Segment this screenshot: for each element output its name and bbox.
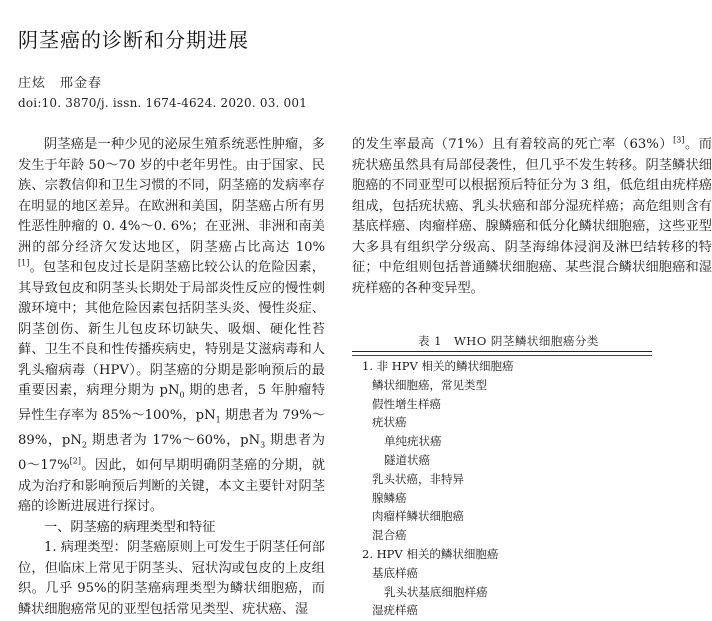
table-row: 1. 非 HPV 相关的鳞状细胞癌 bbox=[362, 359, 514, 373]
citation-1: [1] bbox=[18, 258, 30, 268]
table-row: 肉瘤样鳞状细胞癌 bbox=[372, 509, 464, 524]
citation-2: [2] bbox=[69, 457, 81, 467]
left-column bbox=[18, 135, 325, 620]
table-row: 隧道状癌 bbox=[384, 452, 430, 467]
pathology-paragraph: 1. 病理类型：阴茎癌原则上可发生于阴茎任何部位，但临床上常见于阴茎头、冠状沟或包皮的上皮组织。几乎 95%的阴茎癌病理类型为鳞状细胞癌，而鳞状细胞癌常见的亚型包括常见类型、疣状癌、湿 bbox=[18, 540, 325, 617]
article-title: 阴茎癌的诊断和分期进展 bbox=[18, 28, 249, 52]
table-row: 疣状癌 bbox=[372, 415, 407, 430]
table-header-rule bbox=[352, 355, 652, 356]
citation-3: [3] bbox=[673, 135, 685, 145]
table-row: 单纯疣状癌 bbox=[384, 434, 442, 449]
table-row: 乳头状癌，非特异 bbox=[372, 471, 464, 486]
table-row: 假性增生样癌 bbox=[372, 396, 441, 411]
table-row: 湿疣样癌 bbox=[372, 603, 418, 618]
table-row: 基底样癌 bbox=[372, 565, 418, 580]
table-row: 腺鳞癌 bbox=[372, 490, 407, 505]
section-heading-pathology: 一、阴茎癌的病理类型和特征 bbox=[44, 519, 216, 535]
table-row: 2. HPV 相关的鳞状细胞癌 bbox=[362, 546, 499, 561]
table-row: 混合癌 bbox=[372, 528, 407, 543]
subtype-paragraph: 的发生率最高（71%）且有着较高的死亡率（63%）[3]。而疣状癌虽然具有局部侵袭性，但几乎不发生转移。阴茎鳞状细胞癌的不同亚型可以根据预后特征分为 3 组，低危组由疣样癌组成，包括疣状癌、乳头状癌和部分湿疣样癌；高危组则含有基底样癌、肉瘤样癌、腺鳞癌和低分化鳞状细胞癌，这些亚型大多具有组织学分级高、阴茎海绵体浸润及淋巴结转移的特征；中危组则包括普通鳞状细胞癌、某些混合鳞状细胞癌和湿疣样癌的各种变异型。 bbox=[352, 135, 712, 296]
who-classification-table bbox=[352, 357, 652, 620]
article-doi: doi:10. 3870/j. issn. 1674-4624. 2020. 03. 001 bbox=[18, 96, 308, 110]
table-top-rule bbox=[352, 351, 652, 352]
table-caption: 表 1 WHO 阴茎鳞状细胞癌分类 bbox=[418, 334, 599, 348]
right-column bbox=[352, 135, 712, 299]
table-row: 鳞状细胞癌，常见类型 bbox=[372, 377, 487, 392]
intro-paragraph: 阴茎癌是一种少见的泌尿生殖系统恶性肿瘤，多发生于年龄 50～70 岁的中老年男性。由于国家、民族、宗教信仰和卫生习惯的不同，阴茎癌的发病率存在明显的地区差异。在欧洲和美国，阴茎癌占所有男性恶性肿瘤的 0. 4%～0. 6%；在亚洲、非洲和南美洲的部分经济欠发达地区，阴茎癌占比高达 10%[1]。包茎和包皮过长是阴茎癌比较公认的危险因素，其导致包皮和阴茎头长期处于局部炎性反应的慢性刺激环境中；其他危险因素包括阴茎头炎、慢性炎症、阴茎创伤、新生儿包皮环切缺失、吸烟、硬化性苔藓、卫生不良和性传播疾病史，特别是艾滋病毒和人乳头瘤病毒（HPV）。阴茎癌的分期是影响预后的最重要因素，病理分期为 $pN_0$ 期的患者，5 年肿瘤特异性生存率为 85%～100%，$pN_1$ 期患者为 79%～89%，$pN_2$ 期患者为 17%～60%，$pN_3$ 期患者为 0～17%[2]。因此，如何早期明确阴茎癌的分期，就成为治疗和影响预后判断的关键，本文主要针对阴茎癌的诊断进展进行探讨。 bbox=[18, 137, 326, 515]
table-row: 乳头状基底细胞样癌 bbox=[384, 584, 488, 599]
article-authors: 庄炫 邢金春 bbox=[18, 76, 103, 91]
